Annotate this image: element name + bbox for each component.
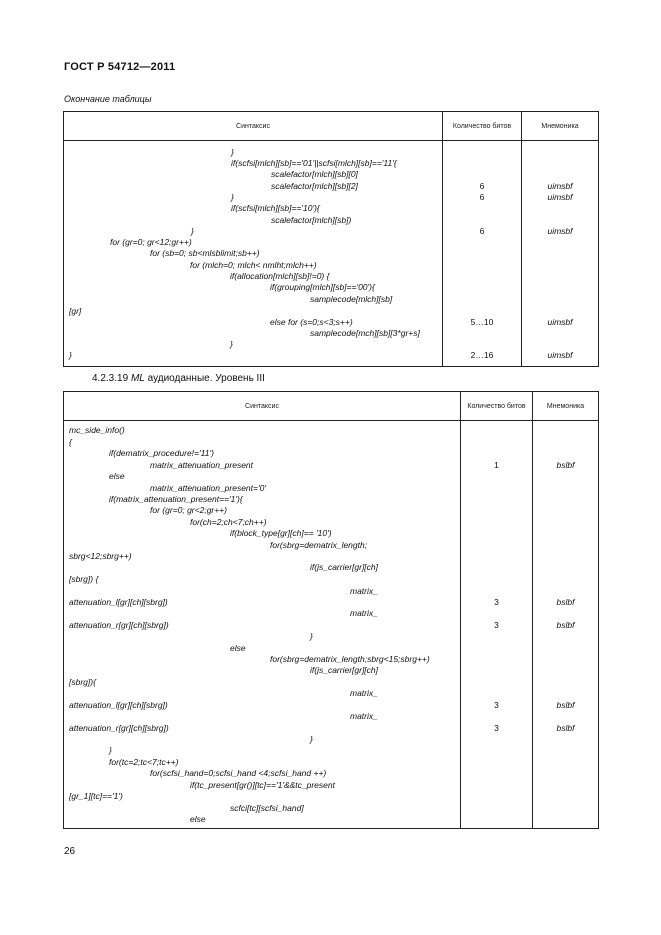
syntax-line: for (sb=0; sb<mlsblimit;sb++) (150, 248, 260, 258)
section-heading (92, 373, 265, 384)
syntax-line: for (mlch=0; mlch< nmlht;mlch++) (190, 260, 317, 270)
syntax-line: matrix_ (350, 688, 378, 698)
bits-value: 3 (494, 700, 499, 710)
syntax-line: matrix_attenuation_present (150, 460, 254, 470)
syntax-line: } (310, 631, 313, 641)
bits-value: 1 (494, 460, 499, 470)
syntax-line: if(js_carrier[gr][ch] (310, 562, 379, 572)
syntax-line: samplecode[mch][sb][3*gr+s] (310, 328, 420, 338)
syntax-line: if(dematrix_procedure!='11') (109, 448, 214, 458)
syntax-line: sbrg<12;sbrg++) (69, 551, 132, 561)
syntax-line: if(js_carrier[gr][ch] (310, 665, 379, 675)
syntax-line: for(sbrg=dematrix_length; (270, 540, 368, 550)
syntax-line: } (310, 734, 313, 744)
mnemonic-cell (533, 421, 599, 829)
syntax-line: if(matrix_attenuation_present=='1'){ (109, 494, 243, 504)
syntax-line: } (191, 226, 194, 236)
syntax-cell (64, 421, 461, 829)
bits-value: 3 (494, 597, 499, 607)
syntax-line: } (69, 350, 72, 360)
syntax-line: else (230, 643, 246, 653)
mnemonic-value: bslbf (556, 723, 575, 733)
section-number: 4.2.3.19 (92, 373, 129, 384)
syntax-line: matrix_attenuation_present='0' (150, 483, 266, 493)
syntax-line: attenuation_r[gr][ch][sbrg]) (69, 620, 169, 630)
syntax-line: } (109, 745, 112, 755)
section-title-ml: ML (130, 373, 145, 384)
mnemonic-value: bslbf (556, 597, 575, 607)
syntax-line: matrix_ (350, 586, 378, 596)
header-bits: Количество битов (461, 392, 533, 421)
syntax-line: [gr_1][tc]=='1') (69, 791, 123, 801)
syntax-line: for(tc=2;tc<7;tc++) (109, 757, 179, 767)
syntax-line: for(sbrg=dematrix_length;sbrg<15;sbrg++) (270, 654, 430, 664)
bits-value: 6 (479, 181, 485, 191)
syntax-line: if(block_type[gr][ch]== '10') (230, 528, 332, 538)
syntax-cell (64, 141, 443, 367)
bits-value: 3 (494, 620, 499, 630)
syntax-table-end (63, 111, 599, 367)
header-syntax: Синтаксис (64, 112, 443, 141)
mnemonic-value: uimsbf (547, 181, 573, 191)
header-syntax: Синтаксис (64, 392, 461, 421)
syntax-line: if(scfsi[mlch][sb]=='10'){ (231, 203, 320, 213)
syntax-line: attenuation_r[gr][ch][sbrg]) (69, 723, 169, 733)
mnemonic-value: bslbf (556, 620, 575, 630)
mnemonic-value: uimsbf (547, 350, 573, 360)
syntax-line: if(grouping[mlch][sb]=='00'){ (270, 282, 375, 292)
syntax-line: } (231, 192, 234, 202)
header-mnemonic: Мнемоника (522, 112, 599, 141)
syntax-line: else (190, 814, 206, 824)
mnemonic-value: uimsbf (547, 192, 573, 202)
syntax-line: for(ch=2;ch<7;ch++) (190, 517, 267, 527)
syntax-line: [sbrg]) { (69, 574, 99, 584)
table-caption: Окончание таблицы (64, 94, 152, 104)
syntax-line: mc_side_info() (69, 425, 125, 435)
syntax-line: matrix_ (350, 711, 378, 721)
section-title: аудиоданные. Уровень III (147, 373, 265, 384)
syntax-line: scalefactor[mlch][sb][0] (271, 169, 358, 179)
bits-value: 5…10 (470, 317, 494, 327)
syntax-line: { (69, 437, 72, 447)
syntax-line: matrix_ (350, 608, 378, 618)
syntax-line: } (230, 339, 233, 349)
syntax-line: else for (s=0;s<3;s++) (270, 317, 353, 327)
mnemonic-value: bslbf (556, 460, 575, 470)
syntax-line: for (gr=0; gr<2;gr++) (150, 505, 228, 515)
syntax-line: [sbrg]){ (69, 677, 96, 687)
mnemonic-value: uimsbf (547, 226, 573, 236)
syntax-line: else (109, 471, 125, 481)
bits-value: 2…16 (470, 350, 494, 360)
mnemonic-cell (522, 141, 599, 367)
bits-cell (443, 141, 522, 367)
bits-value: 3 (494, 723, 499, 733)
syntax-line: [gr] (69, 306, 82, 316)
header-mnemonic: Мнемоника (533, 392, 599, 421)
header-bits: Количество битов (443, 112, 522, 141)
mnemonic-value: bslbf (556, 700, 575, 710)
syntax-line: scalefactor[mlch][sb]) (271, 215, 352, 225)
bits-cell (461, 421, 533, 829)
syntax-line: } (231, 147, 234, 157)
syntax-line: attenuation_l[gr][ch][sbrg]) (69, 597, 168, 607)
syntax-line: if(tc_present[gr()][tc]=='1'&&tc_present (190, 780, 335, 790)
page-number: 26 (64, 846, 76, 857)
syntax-line: if(allocation[mlch][sb]!=0) { (230, 271, 330, 281)
bits-value: 6 (479, 226, 485, 236)
syntax-line: scalefactor[mlch][sb][2] (271, 181, 358, 191)
syntax-line: scfci[tc][scfsi_hand] (230, 803, 304, 813)
mnemonic-value: uimsbf (547, 317, 573, 327)
syntax-line: for(scfsi_hand=0;scfsi_hand <4;scfsi_hand ++) (150, 768, 327, 778)
syntax-line: for (gr=0; gr<12;gr++) (110, 237, 192, 247)
document-header: ГОСТ Р 54712—2011 (64, 61, 176, 73)
syntax-line: attenuation_l[gr][ch][sbrg]) (69, 700, 168, 710)
syntax-line: if(scfsi[mlch][sb]=='01'||scfsi[mlch][sb]=='11'{ (231, 158, 397, 168)
ml-audio-syntax-table (63, 391, 599, 829)
bits-value: 6 (479, 192, 485, 202)
syntax-line: samplecode[mlch][sb] (310, 294, 393, 304)
